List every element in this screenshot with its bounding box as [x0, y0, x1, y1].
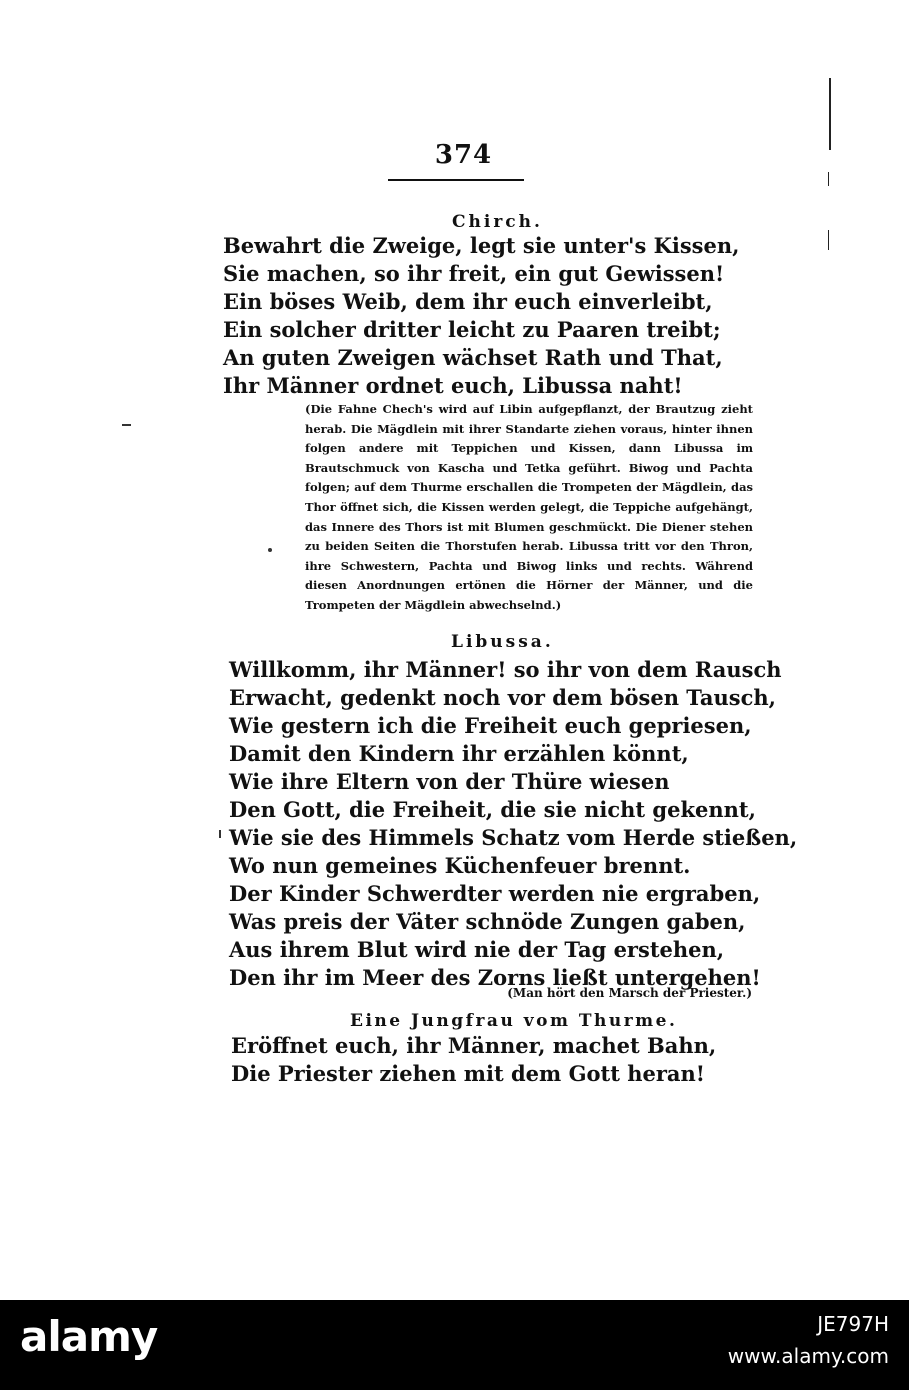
- header-rule: [388, 179, 524, 181]
- verse-line: Wie gestern ich die Freiheit euch gepriesen,: [229, 713, 752, 738]
- verse-line: Ein solcher dritter leicht zu Paaren treibt;: [223, 317, 721, 342]
- scan-speck: [122, 424, 131, 426]
- verse-line: Ein böses Weib, dem ihr euch einverleibt,: [223, 289, 713, 314]
- scan-speck: [268, 548, 272, 552]
- verse-line: Die Priester ziehen mit dem Gott heran!: [231, 1061, 706, 1086]
- verse-line: Wo nun gemeines Küchenfeuer brennt.: [229, 853, 691, 878]
- scan-speck: [219, 830, 221, 838]
- verse-block: [229, 656, 797, 992]
- verse-line: Wie sie des Himmels Schatz vom Herde stießen,: [229, 825, 798, 850]
- speaker-name: Chirch.: [452, 212, 543, 232]
- image-id: JE797H: [817, 1312, 889, 1336]
- verse-line: Aus ihrem Blut wird nie der Tag erstehen,: [229, 937, 725, 962]
- page-edge-mark: [828, 230, 829, 250]
- verse-line: Wie ihre Eltern von der Thüre wiesen: [229, 769, 670, 794]
- page-edge-mark: [828, 172, 829, 186]
- watermark-footer: [0, 1300, 909, 1390]
- alamy-logo: alamy: [20, 1312, 158, 1361]
- verse-line: Ihr Männer ordnet euch, Libussa naht!: [223, 373, 683, 398]
- stage-note: (Man hört den Marsch der Priester.): [507, 986, 752, 1000]
- verse-line: Erwacht, gedenkt noch vor dem bösen Tausch,: [229, 685, 776, 710]
- verse-line: Bewahrt die Zweige, legt sie unter's Kissen,: [223, 233, 740, 258]
- stage-direction: (Die Fahne Chech's wird auf Libin aufgepflanzt, der Brautzug zieht herab. Die Mägdlein mit ihrer Standarte ziehen voraus, hinter ihnen folgen andere mit Teppichen und Kissen, dann Libussa im Brautschmuck von Kascha und Tetka geführt. Biwog und Pachta folgen; auf dem Thurme erschallen die Trompeten der Mägdlein, das Thor öffnet sich, die Kissen werden gelegt, die Teppiche aufgehängt, das Innere des Thors ist mit Blumen geschmückt. Die Diener stehen zu beiden Seiten die Thorstufen herab. Libussa tritt vor den Thron, ihre Schwestern, Pachta und Biwog links und rechts. Während diesen Anordnungen ertönen die Hörner der Männer, und die Trompeten der Mägdlein abwechselnd.): [305, 402, 753, 612]
- verse-line: Den Gott, die Freiheit, die sie nicht gekennt,: [229, 797, 756, 822]
- verse-block: [231, 1032, 716, 1088]
- verse-line: Eröffnet euch, ihr Männer, machet Bahn,: [231, 1033, 717, 1058]
- verse-line: Der Kinder Schwerdter werden nie ergraben,: [229, 881, 761, 906]
- verse-block: [223, 232, 739, 400]
- verse-line: Sie machen, so ihr freit, ein gut Gewissen!: [223, 261, 725, 286]
- site-url: www.alamy.com: [727, 1344, 889, 1368]
- speaker-name: Libussa.: [451, 632, 554, 652]
- verse-line: Den ihr im Meer des Zorns ließt untergehen!: [229, 965, 761, 990]
- verse-line: Damit den Kindern ihr erzählen könnt,: [229, 741, 689, 766]
- verse-line: Willkomm, ihr Männer! so ihr von dem Rausch: [229, 657, 782, 682]
- page-number: 374: [434, 140, 493, 170]
- verse-line: An guten Zweigen wächset Rath und That,: [223, 345, 723, 370]
- speaker-name: Eine Jungfrau vom Thurme.: [350, 1011, 678, 1031]
- verse-line: Was preis der Väter schnöde Zungen gaben,: [229, 909, 746, 934]
